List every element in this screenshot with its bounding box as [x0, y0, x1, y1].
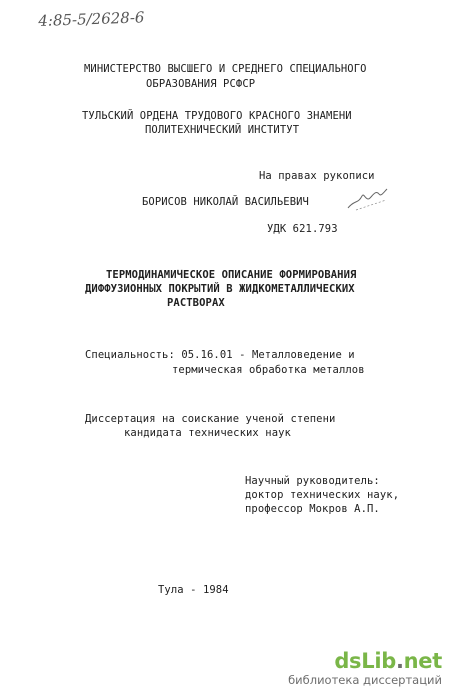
dslib-logo[interactable]	[334, 649, 442, 673]
institute-line-1: ТУЛЬСКИЙ ОРДЕНА ТРУДОВОГО КРАСНОГО ЗНАМЕНИ	[82, 110, 352, 122]
manuscript-note: На правах рукописи	[259, 170, 375, 182]
author-name: БОРИСОВ НИКОЛАЙ ВАСИЛЬЕВИЧ	[142, 196, 309, 208]
specialty-line-1: Специальность: 05.16.01 - Металловедение и	[85, 349, 355, 361]
advisor-line-1: Научный руководитель:	[245, 475, 380, 487]
dslib-subtitle: библиотека диссертаций	[288, 673, 442, 687]
signature	[346, 186, 390, 212]
archive-number: 4:85-5/2628-6	[38, 8, 145, 30]
logo-dot: .	[395, 649, 404, 673]
logo-tld: net	[403, 649, 442, 673]
dissertation-line-1: Диссертация на соискание ученой степени	[85, 413, 336, 425]
thesis-title-line-1: ТЕРМОДИНАМИЧЕСКОЕ ОПИСАНИЕ ФОРМИРОВАНИЯ	[106, 269, 357, 281]
ministry-line-1: МИНИСТЕРСТВО ВЫСШЕГО И СРЕДНЕГО СПЕЦИАЛЬНОГО	[84, 63, 367, 75]
institute-line-2: ПОЛИТЕХНИЧЕСКИЙ ИНСТИТУТ	[145, 124, 300, 136]
specialty-line-2: термическая обработка металлов	[172, 364, 365, 376]
udc-code: УДК 621.793	[267, 223, 338, 235]
ministry-line-2: ОБРАЗОВАНИЯ РСФСР	[146, 78, 256, 90]
thesis-title-line-3: РАСТВОРАХ	[167, 297, 225, 309]
thesis-title-line-2: ДИФФУЗИОННЫХ ПОКРЫТИЙ В ЖИДКОМЕТАЛЛИЧЕСКИХ	[85, 283, 355, 295]
advisor-line-3: профессор Мокров А.П.	[245, 503, 380, 515]
dissertation-line-2: кандидата технических наук	[124, 427, 291, 439]
place-year: Тула - 1984	[158, 584, 229, 596]
logo-main: dsLib	[334, 649, 396, 673]
advisor-line-2: доктор технических наук,	[245, 489, 400, 501]
